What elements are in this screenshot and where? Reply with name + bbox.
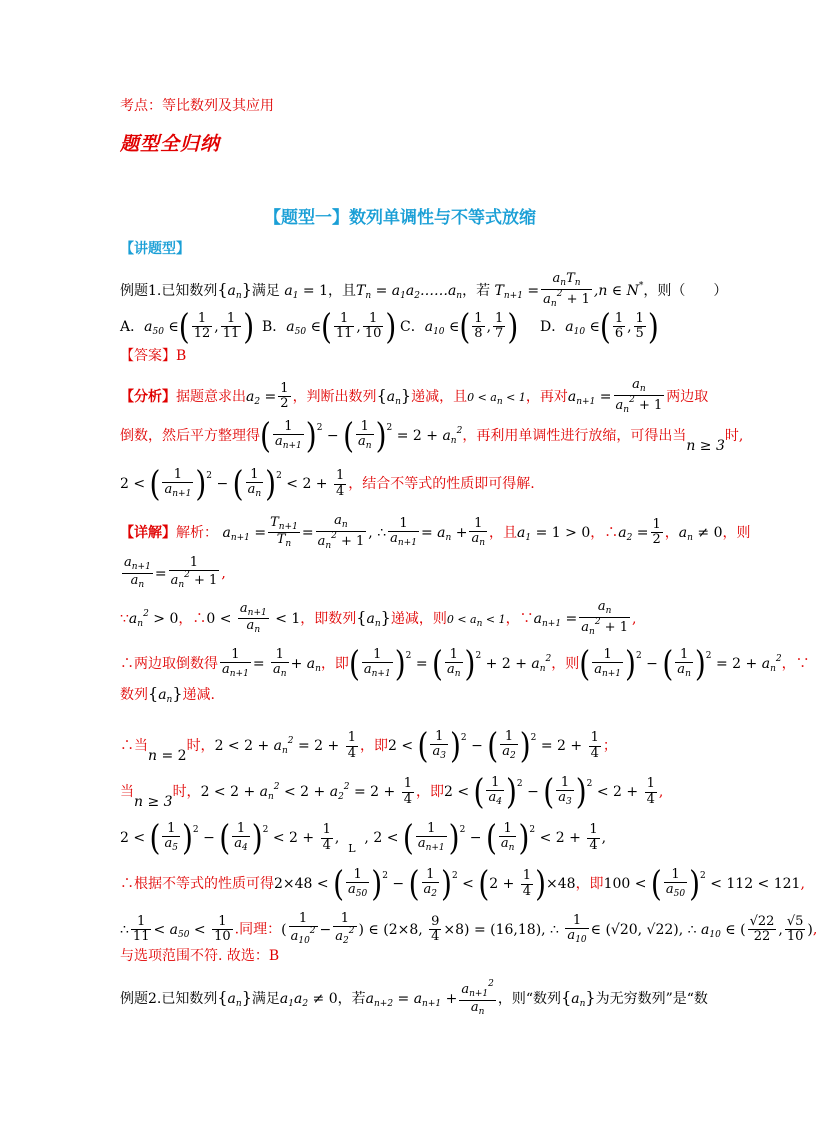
option-a: A．$a_{50}$ ∈( $\frac{1}{12}$ , $\frac{1}{11}$ ) (120, 305, 255, 347)
analysis-line2: 倒数，然后平方整理得( $\frac{1}{a_{n+1}}$ )2 − ( $\frac{1}{a_n}$ )$2 = 2 + a_n^2$，再利用单调性进行放缩，可得出当n ≥ 3时, (120, 414, 744, 457)
answer-line: 【答案】B (120, 348, 187, 364)
detail-line11: 与选项范围不符. 故选：B (120, 948, 280, 964)
example2-stem: 例题2.已知数列$\{a_n\}$满足$a_1a_2 \ne 0$，若$a_{n+2} = a_{n+1}$ + $\frac{a_{n+1}^2}{a_n}$ ，则“数列$\{a_n\}$为无穷数列”是“数 (120, 979, 708, 1017)
detail-line10: ∴ $\frac{1}{11}$ < $a_{50}$ < $\frac{1}{10}$ .同理：( $\frac{1}{a_{10}^2}$ − $\frac{1}{a_2^2}$ ) ∈ (2×8, $\frac{9}{4}$ ×8) = (16,18), ∴ $\frac{1}{a_{10}}$ ∈ (√20, √22), ∴ $a_{10}$ ∈ ( $\frac{√22}{22}$ , $\frac{√5}{10}$ ), (120, 911, 817, 947)
example1-stem: 例题1.已知数列$\{a_n\}$满足 $a_1 = 1$，且$T_n$ = $a_1a_2\dots\dots a_n$，若 $T_{n+1}$ = $\frac{a_nT_n}{a_n^2 + 1}$ ,n ∈ N*，则（ ） (120, 271, 728, 309)
type1-title: 【题型一】数列单调性与不等式放缩 (264, 208, 536, 228)
detail-line6: ∴当n = 2时，$2 < 2 + a_n^2 = 2$ + $\frac{1}{4}$ ，即2 < ( $\frac{1}{a_3}$ )2 − ( $\frac{1}{a_2}$ )2 = 2 + $\frac{1}{4}$ ； (120, 724, 617, 767)
option-d: D．$a_{10}$ ∈( $\frac{1}{6}$ , $\frac{1}{5}$ ) (540, 305, 659, 347)
option-b: B．$a_{50}$ ∈( $\frac{1}{11}$ , $\frac{1}{10}$ ) (262, 305, 397, 347)
detail-line8: 2 < ( $\frac{1}{a_5}$ )2 − ( $\frac{1}{a_4}$ )2 < 2 + $\frac{1}{4}$ , $_L$ , 2 < ( $\frac{1}{a_{n+1}}$ )2 − ( $\frac{1}{a_n}$ )2 < 2 + $\frac{1}{4}$ , (120, 816, 607, 859)
detail-line5: 数列$\{a_n\}$递减. (120, 684, 215, 705)
section-title: 题型全归纳 (120, 133, 221, 155)
option-c: C．$a_{10}$ ∈( $\frac{1}{8}$ , $\frac{1}{7}$ ) (400, 305, 519, 347)
detail-line1: 【详解】解析： $a_{n+1}$ = $\frac{T_{n+1}}{T_n}$ = $\frac{a_n}{a_n^2 + 1}$ , ∴ $\frac{1}{a_{n+1}}$ = $a_n$ + $\frac{1}{a_n}$ ，且$a_1 = 1 > 0$，$\therefore a_2$ = $\frac{1}{2}$ ，$a_n \ne 0$，则 (120, 513, 751, 551)
analysis-line3: 2 < ( $\frac{1}{a_{n+1}}$ )2 − ( $\frac{1}{a_n}$ )2 < 2 + $\frac{1}{4}$ ，结合不等式的性质即可得解. (120, 462, 535, 505)
analysis-line1: 【分析】据题意求出$a_2$ = $\frac{1}{2}$ ，判断出数列$\{a_n\}$递减，且$0 < a_n < 1$，再对$a_{n+1}$ = $\frac{a_n}{a_n^2 + 1}$ 两边取 (120, 377, 709, 415)
kaodian-line: 考点：等比数列及其应用 (120, 98, 274, 114)
detail-line7: 当n ≥ 3时，$2 < 2 + a_n^2 < 2 + a_2^2 = 2$ + $\frac{1}{4}$ ，即2 < ( $\frac{1}{a_4}$ )2 − ( $\frac{1}{a_3}$ )2 < 2 + $\frac{1}{4}$ , (120, 770, 664, 813)
detail-line9: ∴根据不等式的性质可得2×48 < ( $\frac{1}{a_{50}}$ )2 − ( $\frac{1}{a_2}$ )2 < (2 + $\frac{1}{4}$ )×48，即100 < ( $\frac{1}{a_{50}}$ )2 < 112 < 121, (120, 862, 805, 905)
detail-line3: $\because a_n^2 > 0$，∴0 < $\frac{a_{n+1}}{a_n}$ < 1，即数列$\{a_n\}$递减，则$0 < a_n < 1$，$\because a_{n+1}$ = $\frac{a_n}{a_n^2 + 1}$ , (120, 599, 637, 637)
type1-tag: 【讲题型】 (120, 241, 190, 257)
detail-line4: ∴两边取倒数得 $\frac{1}{a_{n+1}}$ = $\frac{1}{a_n}$ + $a_n$，即( $\frac{1}{a_{n+1}}$ )2 = ( $\frac{1}{a_n}$ )$2 + 2 + a_n^2$，则( $\frac{1}{a_{n+1}}$ )2 − ( $\frac{1}{a_n}$ )$2 = 2 + a_n^2$，∵ (120, 642, 810, 685)
detail-line2: $\frac{a_{n+1}}{a_n}$ = $\frac{1}{a_n^2 + 1}$ , (124, 555, 226, 591)
